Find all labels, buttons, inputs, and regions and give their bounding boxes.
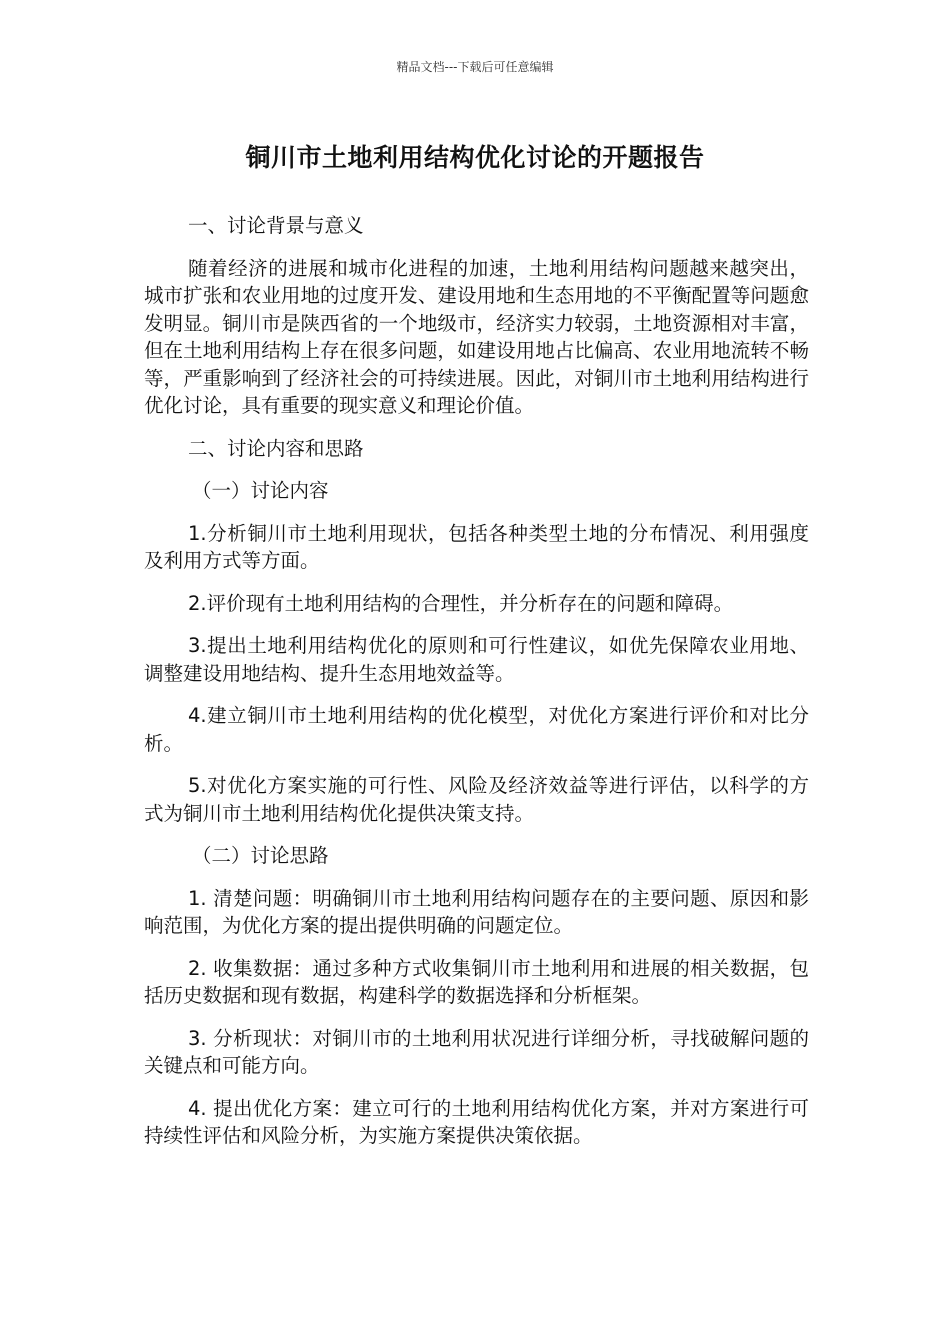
- approach-item: 1. 清楚问题：明确铜川市土地利用结构问题存在的主要问题、原因和影响范围，为优化方案的提出提供明确的问题定位。: [144, 886, 809, 937]
- content-item: 2.评价现有土地利用结构的合理性，并分析存在的问题和障碍。: [188, 591, 734, 615]
- section-heading-content-approach: 二、讨论内容和思路: [188, 436, 364, 460]
- content-item: 1.分析铜川市土地利用现状，包括各种类型土地的分布情况、利用强度及利用方式等方面。: [144, 521, 809, 572]
- header-note: 精品文档---下载后可任意编辑: [396, 60, 554, 74]
- subheading-approach: （二）讨论思路: [192, 844, 329, 867]
- content-item: 5.对优化方案实施的可行性、风险及经济效益等进行评估，以科学的方式为铜川市土地利用结构优化提供决策支持。: [144, 774, 809, 825]
- subheading-content: （一）讨论内容: [192, 479, 329, 502]
- document-body: [144, 212, 809, 1165]
- approach-item: 3. 分析现状：对铜川市的土地利用状况进行详细分析，寻找破解问题的关键点和可能方向。: [144, 1026, 809, 1077]
- approach-item: 2. 收集数据：通过多种方式收集铜川市土地利用和进展的相关数据，包括历史数据和现有数据，构建科学的数据选择和分析框架。: [144, 956, 809, 1007]
- document-title: 铜川市土地利用结构优化讨论的开题报告: [245, 143, 705, 172]
- background-paragraph: 随着经济的进展和城市化进程的加速，土地利用结构问题越来越突出，城市扩张和农业用地的过度开发、建设用地和生态用地的不平衡配置等问题愈发明显。铜川市是陕西省的一个地级市，经济实力较弱，土地资源相对丰富，但在土地利用结构上存在很多问题，如建设用地占比偏高、农业用地流转不畅等，严重影响到了经济社会的可持续进展。因此，对铜川市土地利用结构进行优化讨论，具有重要的现实意义和理论价值。: [144, 256, 809, 417]
- content-item: 4.建立铜川市土地利用结构的优化模型，对优化方案进行评价和对比分析。: [144, 704, 809, 755]
- section-heading-background: 一、讨论背景与意义: [188, 214, 364, 237]
- approach-item: 4. 提出优化方案：建立可行的土地利用结构优化方案，并对方案进行可持续性评估和风险分析，为实施方案提供决策依据。: [144, 1096, 809, 1147]
- content-item: 3.提出土地利用结构优化的原则和可行性建议，如优先保障农业用地、调整建设用地结构、提升生态用地效益等。: [144, 634, 809, 685]
